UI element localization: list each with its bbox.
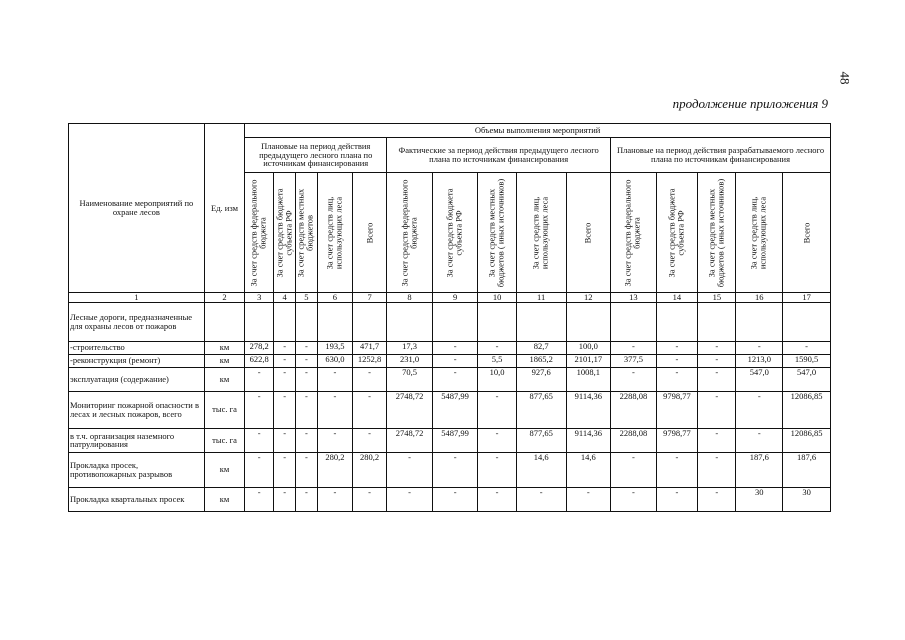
value-cell: -: [736, 428, 783, 452]
value-cell: -: [566, 487, 611, 511]
column-number: 2: [204, 293, 244, 303]
value-cell: -: [317, 487, 352, 511]
value-cell: -: [317, 428, 352, 452]
value-cell: 2288,08: [611, 391, 657, 428]
value-cell: [274, 302, 296, 341]
page-number: 48: [837, 71, 853, 85]
value-cell: 12086,85: [783, 428, 831, 452]
subcol-header: [698, 173, 736, 293]
column-number: 9: [432, 293, 478, 303]
value-cell: -: [698, 428, 736, 452]
value-cell: -: [274, 452, 296, 487]
column-number: 3: [245, 293, 274, 303]
value-cell: -: [245, 452, 274, 487]
row-unit: тыс. га: [204, 391, 244, 428]
column-number: 13: [611, 293, 657, 303]
value-cell: -: [478, 391, 516, 428]
column-number: 17: [783, 293, 831, 303]
value-cell: 630,0: [317, 354, 352, 367]
subcol-header-label: За счет средств бюджета субъекта РФ: [274, 188, 294, 277]
subcol-header: [387, 173, 433, 293]
value-cell: -: [296, 367, 318, 391]
value-cell: -: [296, 452, 318, 487]
value-cell: [245, 302, 274, 341]
value-cell: -: [296, 391, 318, 428]
value-cell: 14,6: [566, 452, 611, 487]
value-cell: 5487,99: [432, 428, 478, 452]
value-cell: -: [656, 452, 697, 487]
value-cell: -: [736, 391, 783, 428]
value-cell: -: [245, 428, 274, 452]
table-row: [69, 391, 831, 428]
value-cell: -: [611, 452, 657, 487]
row-name: Мониторинг пожарной опасности в лесах и лесных пожаров, всего: [69, 391, 205, 428]
value-cell: 9798,77: [656, 391, 697, 428]
value-cell: -: [317, 391, 352, 428]
value-cell: [736, 302, 783, 341]
value-cell: 1252,8: [353, 354, 387, 367]
row-name: -реконструкция (ремонт): [69, 354, 205, 367]
value-cell: -: [736, 341, 783, 354]
row-unit: км: [204, 367, 244, 391]
value-cell: 2748,72: [387, 428, 433, 452]
row-name: Прокладка квартальных просек: [69, 487, 205, 511]
row-unit: [204, 302, 244, 341]
value-cell: 278,2: [245, 341, 274, 354]
value-cell: 193,5: [317, 341, 352, 354]
value-cell: -: [698, 341, 736, 354]
row-name: эксплуатация (содержание): [69, 367, 205, 391]
column-number: 8: [387, 293, 433, 303]
value-cell: -: [698, 487, 736, 511]
value-cell: -: [478, 428, 516, 452]
subcol-header-label: За счет средств местных бюджетов ( иных источников): [486, 178, 507, 287]
column-number: 15: [698, 293, 736, 303]
value-cell: 2288,08: [611, 428, 657, 452]
value-cell: -: [353, 428, 387, 452]
value-cell: 1590,5: [783, 354, 831, 367]
value-cell: [478, 302, 516, 341]
value-cell: 2748,72: [387, 391, 433, 428]
volumes-header: Объемы выполнения мероприятий: [245, 124, 831, 138]
value-cell: -: [245, 487, 274, 511]
group-header-fact-prev: Фактические за период действия предыдущего лесного плана по источникам финансирования: [387, 138, 611, 173]
value-cell: -: [432, 367, 478, 391]
col-unit-header: Ед. изм: [204, 124, 244, 293]
row-unit: км: [204, 452, 244, 487]
table-row: [69, 428, 831, 452]
value-cell: 5487,99: [432, 391, 478, 428]
value-cell: [387, 302, 433, 341]
value-cell: [432, 302, 478, 341]
subcol-header: [516, 173, 566, 293]
value-cell: 877,65: [516, 428, 566, 452]
subcol-header-label: За счет средств федерального бюджета: [248, 178, 269, 287]
value-cell: 547,0: [783, 367, 831, 391]
row-unit: км: [204, 341, 244, 354]
subcol-header: [432, 173, 478, 293]
column-number: 1: [69, 293, 205, 303]
value-cell: -: [611, 367, 657, 391]
value-cell: -: [432, 487, 478, 511]
value-cell: [611, 302, 657, 341]
value-cell: -: [274, 391, 296, 428]
value-cell: 10,0: [478, 367, 516, 391]
column-number: 6: [317, 293, 352, 303]
value-cell: [656, 302, 697, 341]
group-header-plan-prev: Плановые на период действия предыдущего лесного плана по источникам финансирования: [245, 138, 387, 173]
value-cell: -: [478, 341, 516, 354]
value-cell: 70,5: [387, 367, 433, 391]
value-cell: -: [432, 452, 478, 487]
value-cell: -: [698, 354, 736, 367]
table-row: [69, 452, 831, 487]
column-number: 10: [478, 293, 516, 303]
value-cell: 231,0: [387, 354, 433, 367]
value-cell: 30: [736, 487, 783, 511]
table-row: [69, 341, 831, 354]
subcol-header: [611, 173, 657, 293]
value-cell: 9114,36: [566, 428, 611, 452]
value-cell: -: [387, 487, 433, 511]
value-cell: 1213,0: [736, 354, 783, 367]
row-name: Лесные дороги, предназначенные для охраны лесов от пожаров: [69, 302, 205, 341]
value-cell: -: [296, 428, 318, 452]
subcol-header: [274, 173, 296, 293]
column-number: 12: [566, 293, 611, 303]
value-cell: -: [353, 367, 387, 391]
row-name: Прокладка просек, противопожарных разрывов: [69, 452, 205, 487]
subcol-header: [245, 173, 274, 293]
value-cell: 622,8: [245, 354, 274, 367]
value-cell: -: [274, 487, 296, 511]
row-name: -строительство: [69, 341, 205, 354]
value-cell: -: [698, 367, 736, 391]
column-number: 7: [353, 293, 387, 303]
subcol-header: [478, 173, 516, 293]
subcol-header: [566, 173, 611, 293]
value-cell: -: [698, 391, 736, 428]
value-cell: 82,7: [516, 341, 566, 354]
value-cell: 14,6: [516, 452, 566, 487]
value-cell: -: [296, 341, 318, 354]
column-number: 11: [516, 293, 566, 303]
subcol-header-label: За счет средств лиц, использующих леса: [324, 196, 344, 269]
value-cell: -: [274, 428, 296, 452]
value-cell: -: [245, 367, 274, 391]
value-cell: 30: [783, 487, 831, 511]
col-name-header: Наименование мероприятий по охране лесов: [69, 124, 205, 293]
subcol-header-label: Всего: [582, 222, 593, 243]
value-cell: -: [611, 341, 657, 354]
subcol-header: [296, 173, 318, 293]
row-unit: км: [204, 354, 244, 367]
value-cell: [353, 302, 387, 341]
value-cell: 377,5: [611, 354, 657, 367]
value-cell: -: [698, 452, 736, 487]
value-cell: -: [317, 367, 352, 391]
subcol-header-label: За счет средств федерального бюджета: [399, 178, 419, 287]
value-cell: -: [478, 487, 516, 511]
column-number: 4: [274, 293, 296, 303]
value-cell: 9114,36: [566, 391, 611, 428]
value-cell: -: [656, 487, 697, 511]
value-cell: 280,2: [353, 452, 387, 487]
value-cell: -: [353, 391, 387, 428]
subcol-header-label: За счет средств местных бюджетов ( иных источников): [706, 178, 726, 287]
value-cell: 471,7: [353, 341, 387, 354]
subcol-header: [317, 173, 352, 293]
subcol-header-label: За счет средств федерального бюджета: [623, 178, 643, 287]
group-header-plan-new: Плановые на период действия разрабатываемого лесного плана по источникам финансирования: [611, 138, 831, 173]
subcol-header: [353, 173, 387, 293]
value-cell: -: [245, 391, 274, 428]
value-cell: -: [656, 367, 697, 391]
value-cell: 877,65: [516, 391, 566, 428]
subcol-header-label: За счет средств бюджета субъекта РФ: [444, 188, 465, 277]
subcol-header-label: Всего: [800, 222, 811, 243]
row-unit: тыс. га: [204, 428, 244, 452]
value-cell: 9798,77: [656, 428, 697, 452]
subcol-header-label: За счет средств местных бюджетов: [296, 188, 316, 277]
value-cell: -: [611, 487, 657, 511]
activities-table: [68, 123, 831, 512]
subcol-header-label: За счет средств лиц, использующих леса: [748, 196, 769, 269]
column-number: 14: [656, 293, 697, 303]
value-cell: 1008,1: [566, 367, 611, 391]
table-row: [69, 487, 831, 511]
subcol-header: [783, 173, 831, 293]
table-row: [69, 367, 831, 391]
value-cell: [783, 302, 831, 341]
value-cell: -: [353, 487, 387, 511]
value-cell: 927,6: [516, 367, 566, 391]
value-cell: [516, 302, 566, 341]
value-cell: 5,5: [478, 354, 516, 367]
value-cell: 2101,17: [566, 354, 611, 367]
value-cell: 12086,85: [783, 391, 831, 428]
value-cell: -: [296, 487, 318, 511]
value-cell: 100,0: [566, 341, 611, 354]
value-cell: -: [274, 367, 296, 391]
value-cell: [698, 302, 736, 341]
column-number: 16: [736, 293, 783, 303]
value-cell: -: [274, 354, 296, 367]
value-cell: [317, 302, 352, 341]
value-cell: 547,0: [736, 367, 783, 391]
subcol-header: [736, 173, 783, 293]
value-cell: -: [432, 354, 478, 367]
value-cell: -: [478, 452, 516, 487]
value-cell: -: [783, 341, 831, 354]
value-cell: -: [387, 452, 433, 487]
value-cell: -: [432, 341, 478, 354]
value-cell: -: [516, 487, 566, 511]
table-row: [69, 354, 831, 367]
value-cell: 1865,2: [516, 354, 566, 367]
value-cell: -: [296, 354, 318, 367]
row-unit: км: [204, 487, 244, 511]
appendix-title: продолжение приложения 9: [672, 96, 828, 111]
value-cell: 280,2: [317, 452, 352, 487]
row-name: в т.ч. организация наземного патрулирования: [69, 428, 205, 452]
subcol-header-label: За счет средств бюджета субъекта РФ: [666, 188, 686, 277]
value-cell: -: [274, 341, 296, 354]
column-number: 5: [296, 293, 318, 303]
value-cell: 187,6: [736, 452, 783, 487]
value-cell: -: [656, 354, 697, 367]
value-cell: 187,6: [783, 452, 831, 487]
subcol-header-label: Всего: [363, 222, 374, 243]
value-cell: [296, 302, 318, 341]
value-cell: -: [656, 341, 697, 354]
value-cell: 17,3: [387, 341, 433, 354]
subcol-header-label: За счет средств лиц, использующих леса: [530, 196, 551, 269]
subcol-header: [656, 173, 697, 293]
table-row: [69, 302, 831, 341]
value-cell: [566, 302, 611, 341]
